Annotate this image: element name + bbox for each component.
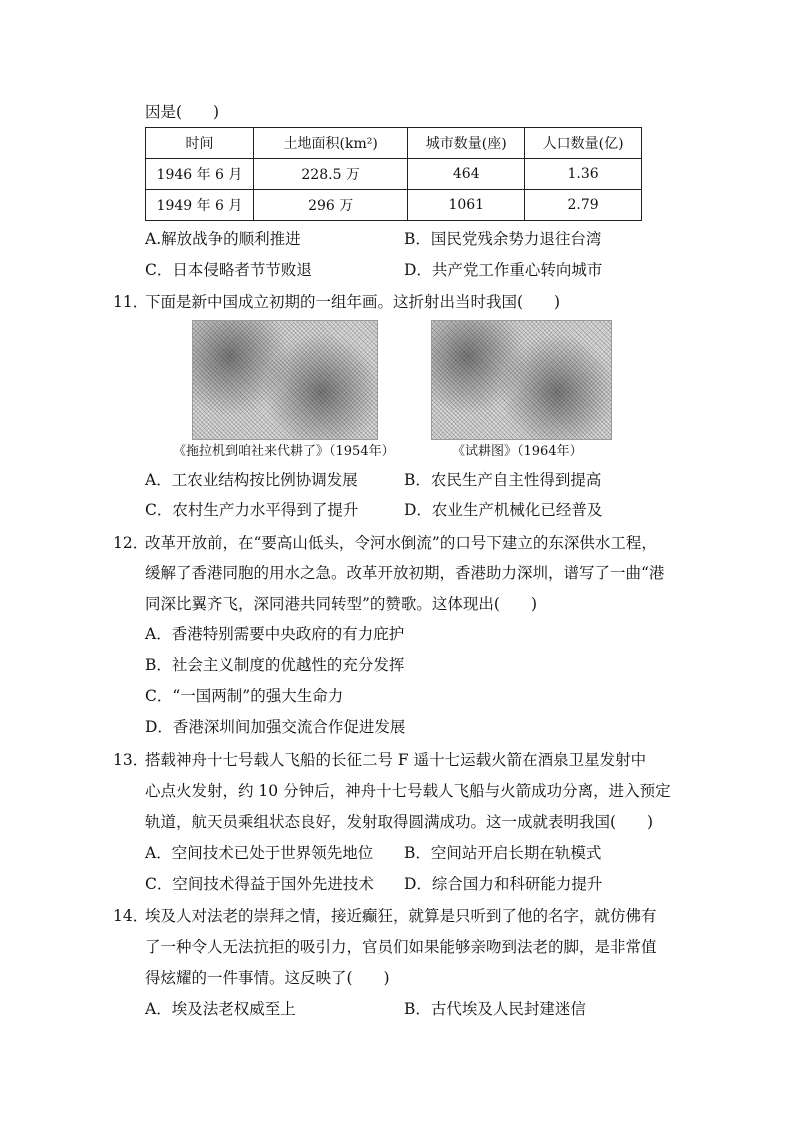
q11-option-b: B．农民生产自主性得到提高 xyxy=(404,471,602,489)
q12-option-b: B．社会主义制度的优越性的充分发挥 xyxy=(145,656,405,674)
table-cell: 1061 xyxy=(408,190,525,221)
q13-stem-line: 心点火发射，约 10 分钟后，神舟十七号载人飞船与火箭成功分离，进入预定 xyxy=(145,782,671,800)
q14-stem-line: 了一种令人无法抗拒的吸引力，官员们如果能够亲吻到法老的脚，是非常值 xyxy=(145,938,657,956)
q14-number: 14． xyxy=(113,907,149,925)
q11-option-d: D．农业生产机械化已经普及 xyxy=(404,501,603,519)
q12-stem-line: 同深比翼齐飞，深同港共同转型”的赞歌。这体现出( ) xyxy=(145,595,538,613)
table-cell: 2.79 xyxy=(525,190,642,221)
q11-number: 11． xyxy=(113,293,149,311)
q12-option-d: D．香港深圳间加强交流合作促进发展 xyxy=(145,718,406,736)
table-cell: 296 万 xyxy=(253,190,407,221)
q13-option-d: D．综合国力和科研能力提升 xyxy=(404,875,603,893)
q13-option-a: A．空间技术已处于世界领先地位 xyxy=(145,844,374,862)
q10-option-b: B．国民党残余势力退往台湾 xyxy=(404,230,602,248)
q11-stem: 下面是新中国成立初期的一组年画。这折射出当时我国( ) xyxy=(145,293,561,311)
table-header-cell: 土地面积(km²) xyxy=(253,128,407,159)
table-header-cell: 城市数量(座) xyxy=(408,128,525,159)
q13-number: 13． xyxy=(113,751,149,769)
q10-stem-tail: 因是( ) xyxy=(145,103,220,121)
q13-stem-line: 轨道，航天员乘组状态良好，发射取得圆满成功。这一成就表明我国( ) xyxy=(145,813,654,831)
q13-option-c: C．空间技术得益于国外先进技术 xyxy=(145,875,374,893)
q12-option-c: C．“一国两制”的强大生命力 xyxy=(145,687,344,705)
q13-option-b: B．空间站开启长期在轨模式 xyxy=(404,844,602,862)
table-cell: 1.36 xyxy=(525,159,642,190)
table-row xyxy=(146,190,642,221)
q12-stem-line: 改革开放前，在“要高山低头，令河水倒流”的口号下建立的东深供水工程， xyxy=(145,534,657,552)
table-cell: 1949 年 6 月 xyxy=(146,190,254,221)
q11-caption-1: 《拖拉机到咱社来代耕了》（1954年） xyxy=(173,444,395,459)
table-row xyxy=(146,159,642,190)
q11-option-a: A．工农业结构按比例协调发展 xyxy=(145,471,358,489)
new-year-painting-trial-plowing-image xyxy=(431,320,612,440)
q10-option-d: D．共产党工作重心转向城市 xyxy=(404,261,603,279)
table-cell: 464 xyxy=(408,159,525,190)
q12-option-a: A．香港特别需要中央政府的有力庇护 xyxy=(145,625,405,643)
new-year-painting-tractor-image xyxy=(192,320,378,440)
table-cell: 1946 年 6 月 xyxy=(146,159,254,190)
q12-stem-line: 缓解了香港同胞的用水之急。改革开放初期，香港助力深圳，谱写了一曲“港 xyxy=(145,564,665,582)
q14-option-a: A．埃及法老权威至上 xyxy=(145,1000,296,1018)
q10-data-table xyxy=(145,127,642,221)
q14-stem-line: 埃及人对法老的崇拜之情，接近癫狂，就算是只听到了他的名字，就仿佛有 xyxy=(145,907,657,925)
q11-option-c: C．农村生产力水平得到了提升 xyxy=(145,501,359,519)
q14-option-b: B．古代埃及人民封建迷信 xyxy=(404,1000,586,1018)
q11-caption-2: 《试耕图》（1964年） xyxy=(452,444,583,459)
table-header-row xyxy=(146,128,642,159)
q14-stem-line: 得炫耀的一件事情。这反映了( ) xyxy=(145,969,390,987)
q10-option-c: C．日本侵略者节节败退 xyxy=(145,261,312,279)
table-header-cell: 时间 xyxy=(146,128,254,159)
q13-stem-line: 搭载神舟十七号载人飞船的长征二号 F 遥十七运载火箭在酒泉卫星发射中 xyxy=(145,751,647,769)
table-cell: 228.5 万 xyxy=(253,159,407,190)
table-header-cell: 人口数量(亿) xyxy=(525,128,642,159)
q12-number: 12． xyxy=(113,534,149,552)
q10-option-a: A.解放战争的顺利推进 xyxy=(145,230,301,248)
